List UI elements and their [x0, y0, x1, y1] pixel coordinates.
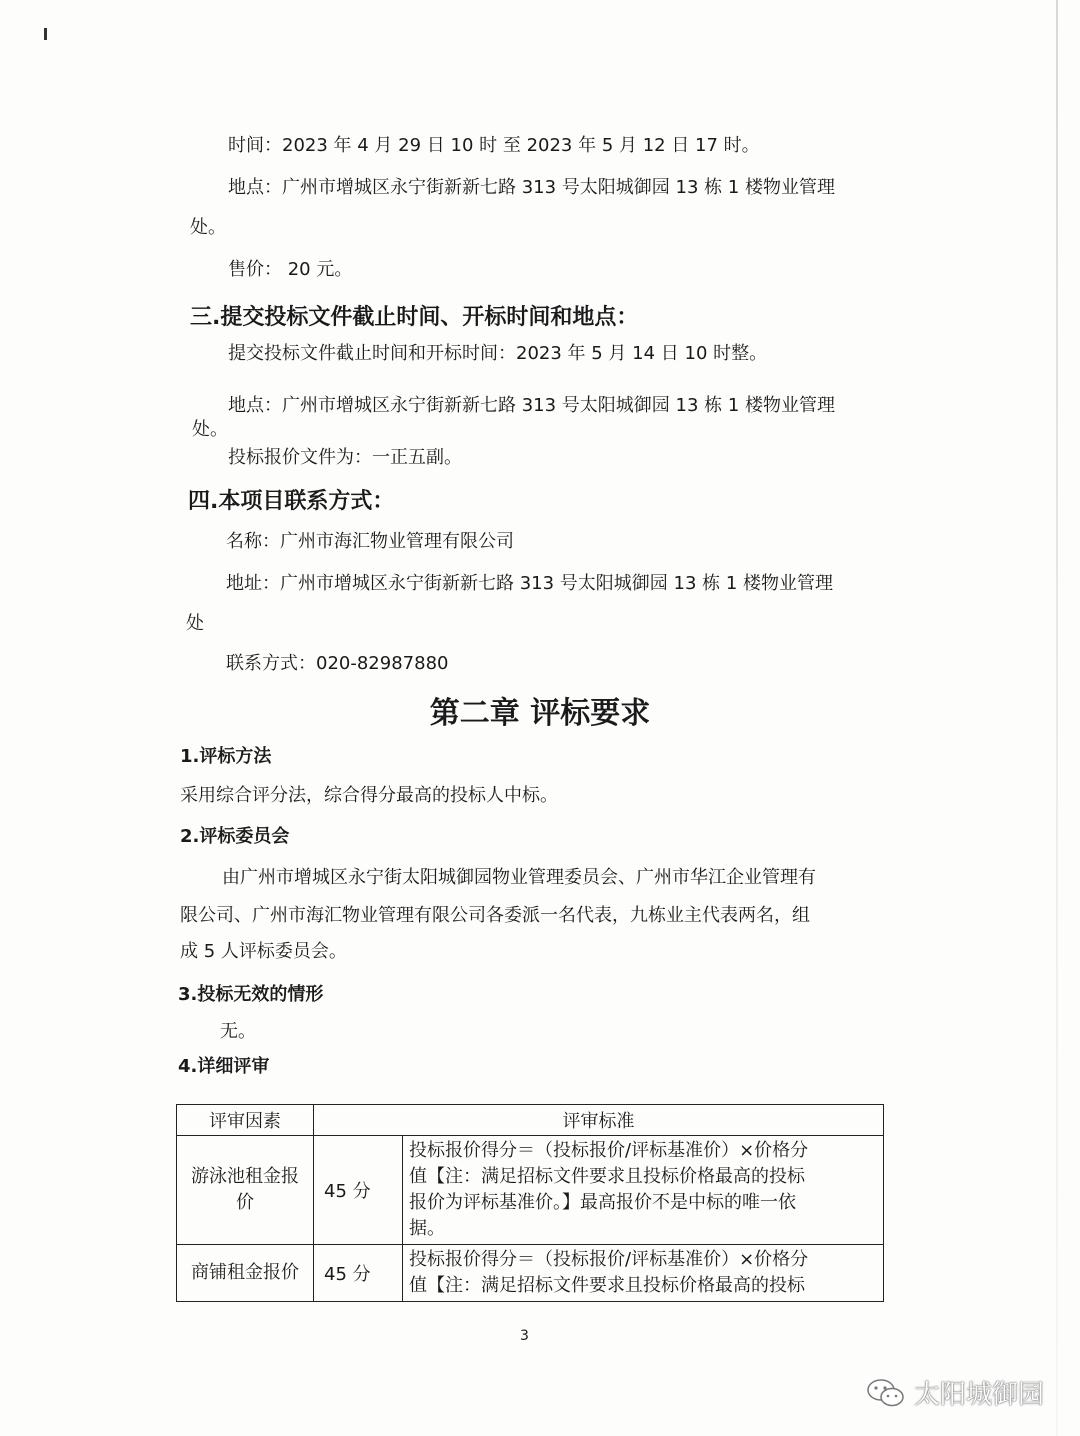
watermark — [866, 1374, 1044, 1411]
deadline-text: 提交投标文件截止时间和开标时间：2023 年 5 月 14 日 10 时整。 — [228, 343, 768, 364]
table-cell-score: 45 分 — [314, 1245, 403, 1302]
contact-address-line2: 处 — [186, 613, 204, 634]
table-row — [177, 1136, 884, 1245]
s2-line3: 成 5 人评标委员会。 — [180, 941, 347, 962]
sale-place-line2: 处。 — [190, 217, 226, 238]
open-place-line1: 地点：广州市增城区永宁街新新七路 313 号太阳城御园 13 栋 1 楼物业管理 — [228, 395, 836, 416]
copies-text: 投标报价文件为：一正五副。 — [228, 447, 462, 468]
sale-time: 时间：2023 年 4 月 29 日 10 时 至 2023 年 5 月 12 日 17 时。 — [228, 135, 760, 156]
table-cell-factor — [177, 1245, 314, 1302]
contact-phone: 联系方式：020-82987880 — [226, 653, 449, 674]
standard-line: 据。 — [409, 1218, 445, 1239]
s1-text: 采用综合评分法，综合得分最高的投标人中标。 — [180, 785, 558, 806]
s2-title: 2.评标委员会 — [180, 826, 290, 847]
evaluation-table — [176, 1104, 884, 1302]
open-place-line2: 处。 — [192, 419, 228, 440]
contact-address-line1: 地址：广州市增城区永宁街新新七路 313 号太阳城御园 13 栋 1 楼物业管理 — [226, 573, 834, 594]
watermark-text: 太阳城御园 — [914, 1380, 1045, 1410]
table-cell-standard — [403, 1245, 884, 1302]
table-cell-standard — [403, 1136, 884, 1245]
table-cell-factor — [177, 1136, 314, 1245]
table-header-standard: 评审标准 — [314, 1105, 884, 1136]
factor-line: 游泳池租金报 — [191, 1166, 299, 1187]
sale-place-line1: 地点：广州市增城区永宁街新新七路 313 号太阳城御园 13 栋 1 楼物业管理 — [228, 177, 836, 198]
scan-mark — [44, 28, 47, 40]
contact-name: 名称：广州市海汇物业管理有限公司 — [226, 531, 514, 552]
factor-line: 商铺租金报价 — [191, 1262, 299, 1283]
s3-title: 3.投标无效的情形 — [178, 984, 324, 1005]
section3-heading: 三.提交投标文件截止时间、开标时间和地点： — [190, 305, 639, 330]
s1-title: 1.评标方法 — [180, 746, 272, 767]
table-header-row — [177, 1105, 884, 1136]
sale-price: 售价： 20 元。 — [228, 259, 353, 280]
table-row — [177, 1245, 884, 1302]
s2-line1: 由广州市增城区永宁街太阳城御园物业管理委员会、广州市华江企业管理有 — [222, 867, 816, 888]
table-cell-score: 45 分 — [314, 1136, 403, 1245]
standard-line: 投标报价得分＝（投标报价/评标基准价）×价格分 — [409, 1140, 809, 1161]
standard-line: 报价为评标基准价。】最高报价不是中标的唯一依 — [409, 1192, 796, 1213]
s3-text: 无。 — [220, 1021, 256, 1042]
chapter-title: 第二章 评标要求 — [429, 696, 651, 731]
section4-heading: 四.本项目联系方式： — [188, 489, 395, 514]
table-header-factor: 评审因素 — [177, 1105, 314, 1136]
standard-line: 值【注：满足招标文件要求且投标价格最高的投标 — [409, 1275, 805, 1296]
page-number: 3 — [520, 1328, 529, 1344]
wechat-icon — [866, 1377, 906, 1409]
standard-line: 值【注：满足招标文件要求且投标价格最高的投标 — [409, 1166, 805, 1187]
factor-line: 价 — [236, 1192, 254, 1213]
s4-title: 4.详细评审 — [178, 1056, 270, 1077]
standard-line: 投标报价得分＝（投标报价/评标基准价）×价格分 — [409, 1249, 809, 1270]
s2-line2: 限公司、广州市海汇物业管理有限公司各委派一名代表，九栋业主代表两名，组 — [180, 905, 810, 926]
